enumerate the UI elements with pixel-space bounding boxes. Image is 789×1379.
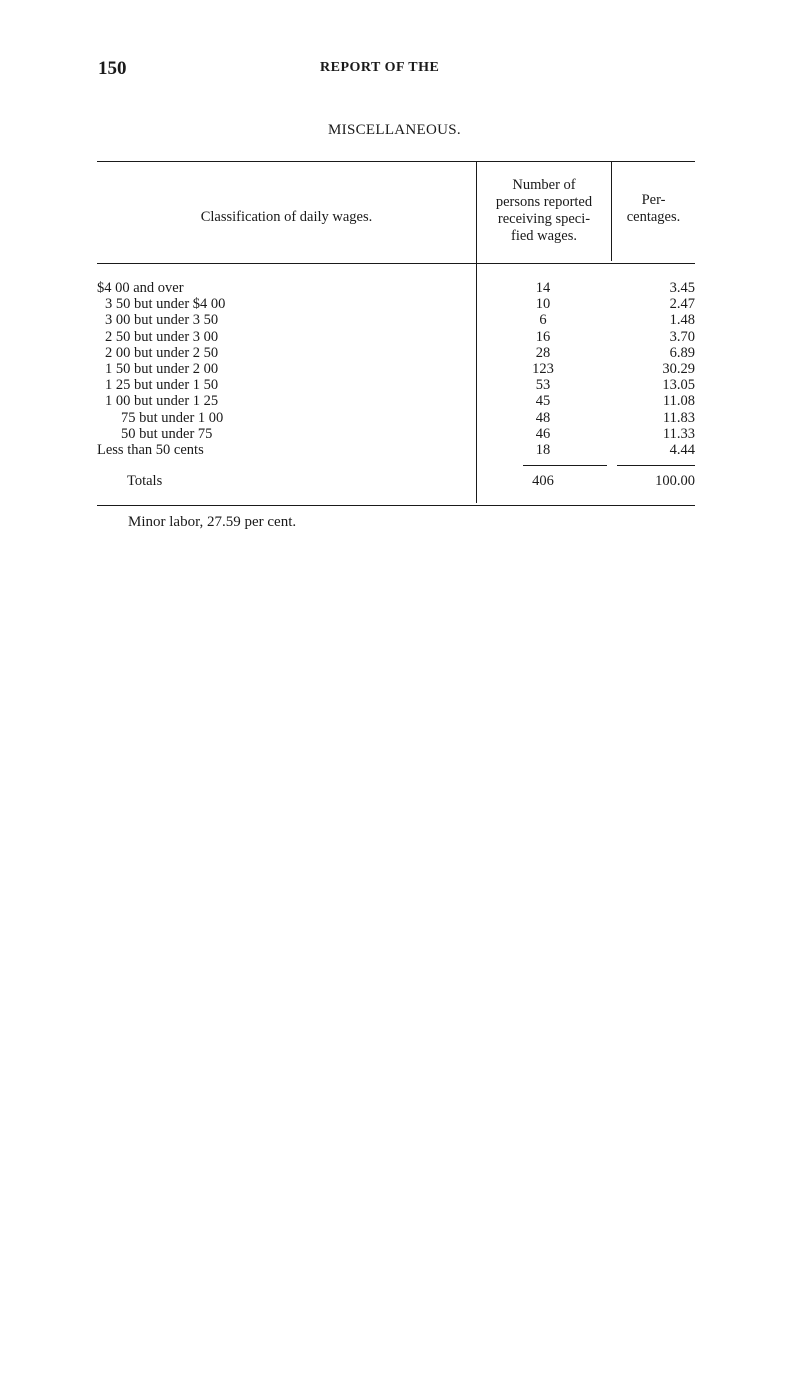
page-number: 150 (98, 58, 127, 79)
row-number: 16 (535, 328, 551, 345)
totals-rule-number (523, 465, 607, 466)
table-row (97, 329, 695, 345)
totals-percent: 100.00 (655, 473, 695, 489)
row-label: $4 00 and over (97, 280, 184, 296)
row-number: 28 (535, 344, 551, 361)
row-percent: 1.48 (669, 312, 695, 329)
totals-row (97, 472, 695, 490)
row-label: 1 00 but under 1 25 (97, 393, 219, 409)
row-percent: 11.08 (662, 393, 695, 410)
row-label: Less than 50 cents (97, 441, 204, 458)
row-label: 3 00 but under 3 50 (97, 312, 219, 328)
row-number: 14 (535, 280, 551, 296)
totals-label-cell (127, 472, 472, 490)
row-number: 6 (539, 312, 547, 329)
row-label-cell (97, 442, 472, 458)
header-percent-line-2: centages. (626, 209, 681, 225)
row-number: 123 (532, 360, 554, 377)
table-body (97, 280, 695, 458)
row-label: 50 but under 75 (97, 426, 213, 442)
header-number-line-1: Number of (512, 177, 576, 193)
row-percent: 30.29 (662, 360, 695, 377)
row-label-cell (97, 393, 472, 409)
header-number-line-3: receiving speci- (497, 211, 591, 227)
row-label-cell (97, 312, 472, 328)
row-label: 3 50 but under $4 00 (97, 296, 226, 312)
row-label-cell (97, 426, 472, 442)
table-row (97, 345, 695, 361)
table-row (97, 442, 695, 458)
row-percent: 3.45 (669, 280, 695, 296)
row-number: 18 (535, 441, 551, 458)
row-percent: 2.47 (669, 296, 695, 313)
row-percent: 13.05 (662, 377, 695, 394)
row-label-cell (97, 296, 472, 312)
row-label: 2 50 but under 3 00 (97, 329, 219, 345)
header-number (477, 177, 611, 245)
table-row (97, 361, 695, 377)
table-row (97, 377, 695, 393)
row-percent: 11.83 (662, 409, 695, 426)
row-number: 48 (535, 409, 551, 426)
header-percent (612, 192, 695, 226)
row-label: 1 25 but under 1 50 (97, 377, 219, 393)
row-label-cell (97, 280, 472, 296)
header-classification: Classification of daily wages. (200, 209, 373, 225)
wages-table (97, 159, 695, 509)
row-label-cell (97, 329, 472, 345)
totals-rule-percent (617, 465, 695, 466)
header-number-line-2: persons reported (495, 194, 593, 210)
section-title: MISCELLANEOUS. (328, 122, 461, 138)
row-percent: 11.33 (662, 425, 695, 442)
table-row (97, 296, 695, 312)
row-label: 1 50 but under 2 00 (97, 361, 219, 377)
table-top-rule (97, 161, 695, 162)
row-percent: 3.70 (669, 328, 695, 345)
row-number: 45 (535, 393, 551, 410)
table-row (97, 426, 695, 442)
row-number: 46 (535, 425, 551, 442)
table-bottom-rule (97, 505, 695, 506)
row-label-cell (97, 345, 472, 361)
row-label: 75 but under 1 00 (97, 410, 224, 426)
row-label-cell (97, 410, 472, 426)
table-row (97, 410, 695, 426)
running-head: REPORT OF THE (320, 60, 440, 75)
row-label-cell (97, 361, 472, 377)
footnote: Minor labor, 27.59 per cent. (128, 514, 297, 530)
header-number-line-4: fied wages. (510, 228, 578, 244)
table-row (97, 393, 695, 409)
table-row (97, 280, 695, 296)
header-percent-line-1: Per- (641, 192, 666, 208)
row-label-cell (97, 377, 472, 393)
totals-label: Totals (127, 473, 163, 489)
row-percent: 4.44 (669, 441, 695, 458)
totals-number: 406 (532, 473, 554, 489)
row-label: 2 00 but under 2 50 (97, 345, 219, 361)
table-row (97, 312, 695, 328)
row-percent: 6.89 (669, 344, 695, 361)
row-number: 10 (535, 296, 551, 313)
header-bottom-rule (97, 263, 695, 264)
row-number: 53 (535, 377, 551, 394)
